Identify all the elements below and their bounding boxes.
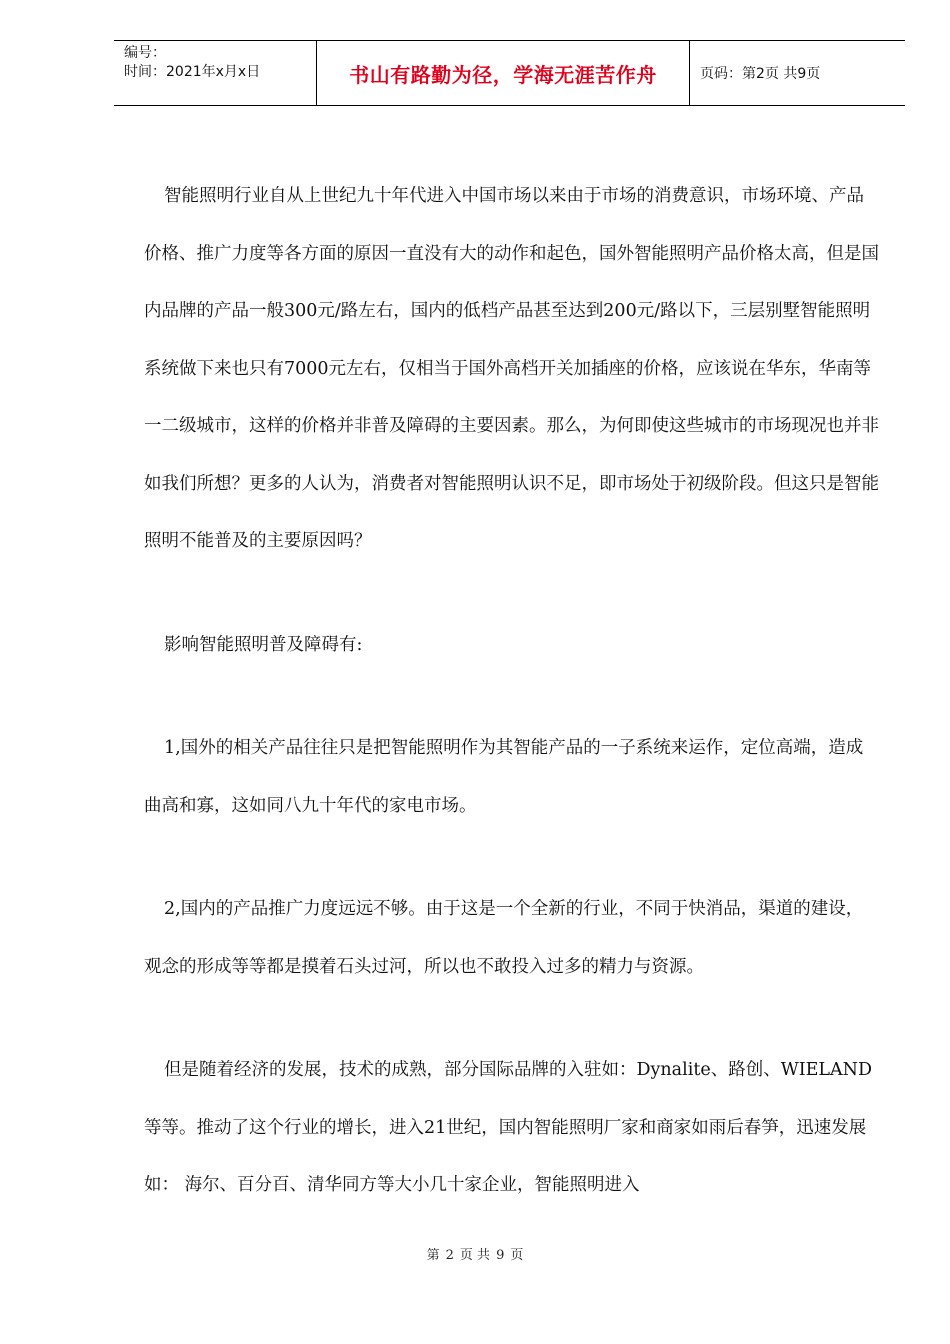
- footer-prefix: 第: [426, 1248, 440, 1263]
- header-motto-cell: [316, 41, 690, 105]
- paragraph-development: 但是随着经济的发展，技术的成熟，部分国际品牌的入驻如：Dynalite、路创、WIELAND等等。推动了这个行业的增长，进入21世纪，国内智能照明厂家和商家如雨后春笋，迅速发展如： 海尔、百分百、清华同方等大小几十家企业，智能照明进入: [144, 1060, 872, 1195]
- header-meta-cell: [114, 41, 317, 105]
- page-footer: [0, 1244, 950, 1263]
- footer-mid: 页 共: [459, 1248, 491, 1263]
- paragraph-point-2: 2,国内的产品推广力度远远不够。由于这是一个全新的行业，不同于快消品，渠道的建设，观念的形成等等都是摸着石头过河，所以也不敢投入过多的精力与资源。: [144, 899, 864, 977]
- header-motto: 书山有路勤为径，学海无涯苦作舟: [349, 62, 657, 87]
- paragraph-obstacles-heading: 影响智能照明普及障碍有:: [164, 634, 363, 655]
- page-header: [114, 40, 905, 106]
- header-page-info: 页码：第2页 共9页: [700, 66, 821, 82]
- paragraph-point-1: 1,国外的相关产品往往只是把智能照明作为其智能产品的一子系统来运作，定位高端，造成曲高和寡，这如同八九十年代的家电市场。: [144, 738, 864, 816]
- paragraph-intro: 智能照明行业自从上世纪九十年代进入中国市场以来由于市场的消费意识，市场环境、产品价格、推广力度等各方面的原因一直没有大的动作和起色，国外智能照明产品价格太高，但是国内品牌的产品一般300元/路左右，国内的低档产品甚至达到200元/路以下，三层别墅智能照明系统做下来也只有7000元左右，仅相当于国外高档开关加插座的价格，应该说在华东，华南等一二级城市，这样的价格并非普及障碍的主要因素。那么，为何即使这些城市的市场现况也并非如我们所想？更多的人认为，消费者对智能照明认识不足，即市场处于初级阶段。但这只是智能照明不能普及的主要原因吗？: [144, 186, 879, 551]
- footer-suffix: 页: [510, 1248, 524, 1263]
- footer-page-number: 2: [445, 1248, 454, 1263]
- document-number-label: 编号：: [124, 45, 166, 61]
- document-body: [144, 168, 880, 1215]
- header-page-cell: [690, 41, 905, 105]
- footer-total-pages: 9: [496, 1248, 505, 1263]
- document-time-label: 时间：2021年x月x日: [124, 64, 261, 80]
